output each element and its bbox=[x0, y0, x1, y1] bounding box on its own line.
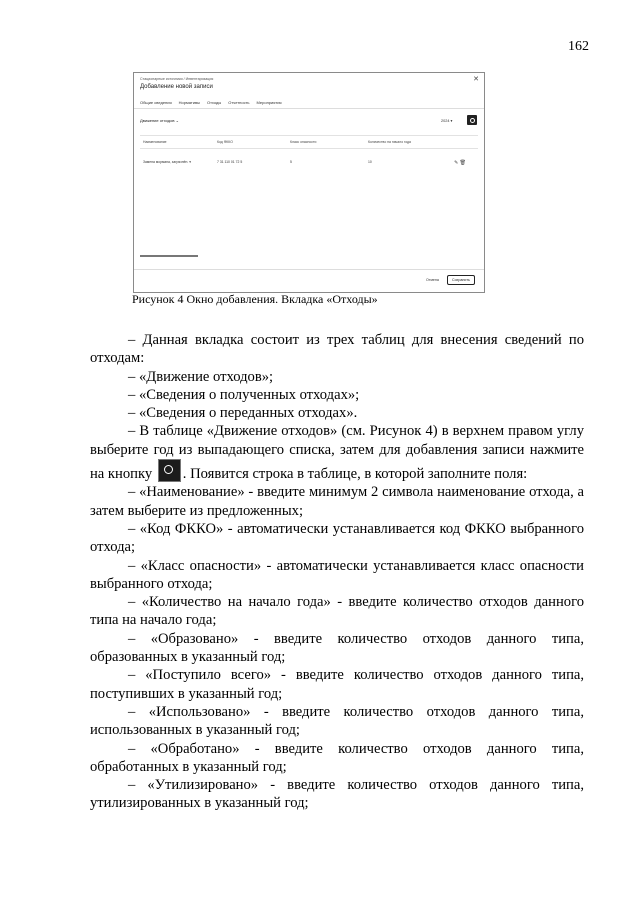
column-header: Наименование bbox=[143, 140, 167, 144]
column-header: Количество на начало года bbox=[368, 140, 411, 144]
paragraph bbox=[90, 422, 584, 483]
cell-amount[interactable]: 10 bbox=[368, 160, 372, 164]
list-item: – «Использовано» - введите количество отходов данного типа, использованных в указанный год; bbox=[90, 703, 584, 739]
column-header: Код ФККО bbox=[217, 140, 233, 144]
column-header: Класс опасности bbox=[290, 140, 317, 144]
page-number: 162 bbox=[568, 39, 589, 54]
list-item: – «Наименование» - введите минимум 2 символа наименование отхода, а затем выберите из предложенных; bbox=[90, 484, 584, 519]
footer-divider bbox=[134, 269, 484, 270]
tab-waste[interactable]: Отходы bbox=[207, 100, 221, 109]
figure-caption: Рисунок 4 Окно добавления. Вкладка «Отходы» bbox=[132, 292, 378, 306]
table-header bbox=[140, 135, 478, 149]
year-dropdown[interactable]: 2024 ▾ bbox=[441, 119, 453, 123]
list-item: – «Движение отходов»; bbox=[128, 368, 274, 385]
list-item: – «Сведения о переданных отходах». bbox=[128, 405, 358, 422]
tab-reports[interactable]: Отчетность bbox=[228, 100, 250, 105]
list-item: – «Сведения о полученных отходах»; bbox=[128, 386, 360, 403]
paragraph-text: – В таблице «Движение отходов» (см. Рисунок 4) в верхнем правом углу выберите год из выпадающего списка, затем для добавления записи нажмите на кнопку bbox=[90, 423, 584, 483]
list-item: – «Класс опасности» - автоматически устанавливается класс опасности выбранного отхода; bbox=[90, 557, 584, 592]
cell-hazard: 5 bbox=[290, 160, 292, 164]
body-text bbox=[90, 331, 584, 813]
tab-measures[interactable]: Мероприятия bbox=[256, 100, 282, 105]
list-item: – «Код ФККО» - автоматически устанавливается код ФККО выбранного отхода; bbox=[90, 520, 584, 556]
list-item: – «Образовано» - введите количество отходов данного типа, образованных в указанный год; bbox=[90, 630, 584, 666]
table-row bbox=[140, 156, 478, 168]
figure-screenshot bbox=[133, 72, 485, 293]
list-item: – «Количество на начало года» - введите количество отходов данного типа на начало года; bbox=[90, 594, 584, 629]
tab-norms[interactable]: Нормативы bbox=[178, 100, 200, 105]
horizontal-scrollbar[interactable] bbox=[140, 255, 198, 257]
tab-general[interactable]: Общие сведения bbox=[140, 100, 172, 105]
cell-code: 7 31 110 01 72 5 bbox=[217, 160, 243, 164]
list-item: – «Поступило всего» - введите количество отходов данного типа, поступивших в указанный год; bbox=[90, 667, 584, 702]
subtable-dropdown[interactable]: Движение отходов ⌄ bbox=[140, 118, 179, 123]
add-row-button-icon bbox=[158, 459, 181, 482]
close-icon[interactable]: ✕ bbox=[473, 76, 479, 83]
add-row-button[interactable] bbox=[467, 115, 477, 125]
save-button[interactable]: Сохранить bbox=[447, 275, 475, 285]
paragraph: – Данная вкладка состоит из трех таблиц для внесения сведений по отходам: bbox=[90, 332, 584, 367]
tabs-divider bbox=[134, 108, 484, 109]
list-item: – «Утилизировано» - введите количество отходов данного типа, утилизированных в указанный год; bbox=[90, 777, 584, 812]
cancel-button[interactable]: Отмена bbox=[426, 278, 439, 282]
paragraph-text: . Появится строка в таблице, в которой заполните поля: bbox=[182, 466, 528, 483]
row-actions-icon[interactable]: ✎ 🗑 bbox=[454, 160, 466, 166]
dialog-title: Добавление новой записи bbox=[140, 84, 213, 90]
list-item: – «Обработано» - введите количество отходов данного типа, обработанных в указанный год; bbox=[90, 740, 584, 775]
cell-name[interactable]: Замена мормана, загрязнён. ▾ bbox=[143, 160, 191, 164]
breadcrumb: Стационарные источники / Инвентаризация bbox=[140, 77, 214, 81]
